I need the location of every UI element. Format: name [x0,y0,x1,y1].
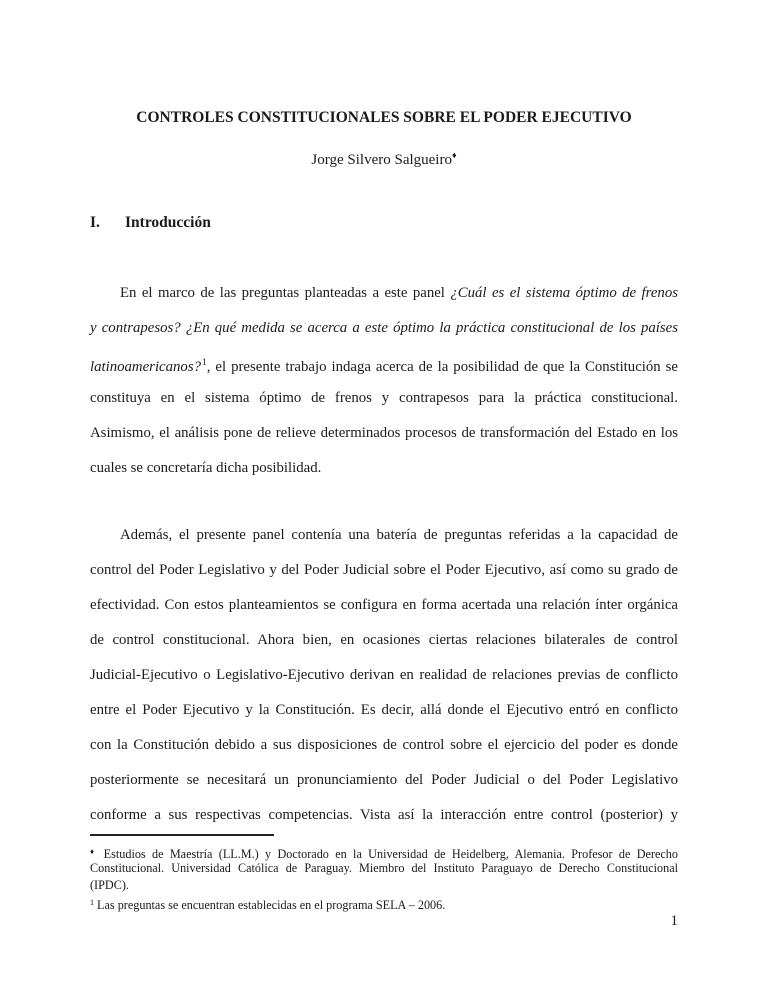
text-segment: Judicial-Ejecutivo o Legislativo-Ejecutivo derivan en realidad de relaciones previas de conflicto [90,667,678,683]
text-line [90,894,678,911]
text-line [90,728,678,763]
text-segment: de control constitucional. Ahora bien, en ocasiones ciertas relaciones bilaterales de control [90,632,678,648]
text-segment: y contrapesos? ¿En qué medida se acerca a este óptimo la práctica constitucional de los países [90,320,678,336]
text-line [90,416,678,451]
page-number: 1 [670,913,678,929]
text-segment: control del Poder Legislativo y del Poder Judicial sobre el Poder Ejecutivo, así como su grado de [90,562,678,578]
author-line [90,145,678,170]
section-heading [90,213,678,233]
text-line [90,843,678,860]
text-segment: efectividad. Con estos planteamientos se configura en forma acertada una relación ínter orgánica [90,597,678,613]
text-segment: con la Constitución debido a sus disposiciones de control sobre el ejercicio del poder es donde [90,737,678,753]
text-line [90,276,678,311]
text-line [90,877,678,894]
text-line [90,381,678,416]
text-line [90,518,678,553]
author-footnote-mark: ♦ [451,150,457,160]
text-segment: (IPDC). [90,878,129,892]
text-line [90,658,678,693]
footnotes [90,843,678,911]
text-line [90,588,678,623]
author-name: Jorge Silvero Salgueiro [311,152,452,168]
text-segment: entre el Poder Ejecutivo y la Constitución. Es decir, allá donde el Ejecutivo entró en conflicto [90,702,678,718]
text-line [90,623,678,658]
text-line [90,451,678,486]
text-line [90,553,678,588]
text-line [90,763,678,798]
text-line [90,311,678,346]
document-title: CONTROLES CONSTITUCIONALES SOBRE EL PODER EJECUTIVO [136,109,632,126]
section-title: Introducción [125,214,211,231]
text-segment: Las preguntas se encuentran establecidas en el programa SELA – 2006. [94,898,446,912]
text-segment: Asimismo, el análisis pone de relieve determinados procesos de transformación del Estado en los [90,425,678,441]
text-line [90,346,678,381]
text-segment: ¿Cuál es el sistema óptimo de frenos [450,285,678,301]
text-segment: constituya en el sistema óptimo de frenos y contrapesos para la práctica constitucional. [90,390,678,406]
text-segment: latinoamericanos? [90,359,201,375]
text-segment: Además, el presente panel contenía una batería de preguntas referidas a la capacidad de [120,527,678,543]
paragraph-1 [90,276,678,486]
text-segment: Estudios de Maestría (LL.M.) y Doctorado en la Universidad de Heidelberg, Alemania. Profesor de Derecho [97,847,678,861]
footnote-reference: ♦ [90,847,98,856]
text-line [90,860,678,877]
text-segment: posteriormente se necesitará un pronunciamiento del Poder Judicial o del Poder Legislativo [90,772,678,788]
footnote-reference: 1 [201,358,207,368]
text-segment: cuales se concretaría dicha posibilidad. [90,460,322,476]
footnote-separator [90,834,274,836]
text-segment: conforme a sus respectivas competencias. Vista así la interacción entre control (posterior) y [90,807,678,823]
text-segment: En el marco de las preguntas planteadas a este panel [120,285,451,301]
text-line [90,693,678,728]
paragraph-2 [90,518,678,833]
footnote-reference: 1 [90,898,94,907]
text-line [90,798,678,833]
text-segment: Constitucional. Universidad Católica de Paraguay. Miembro del Instituto Paraguayo de Derecho Constitucional [90,861,678,875]
section-numeral: I. [90,214,100,231]
text-segment: , el presente trabajo indaga acerca de la posibilidad de que la Constitución se [206,359,678,375]
